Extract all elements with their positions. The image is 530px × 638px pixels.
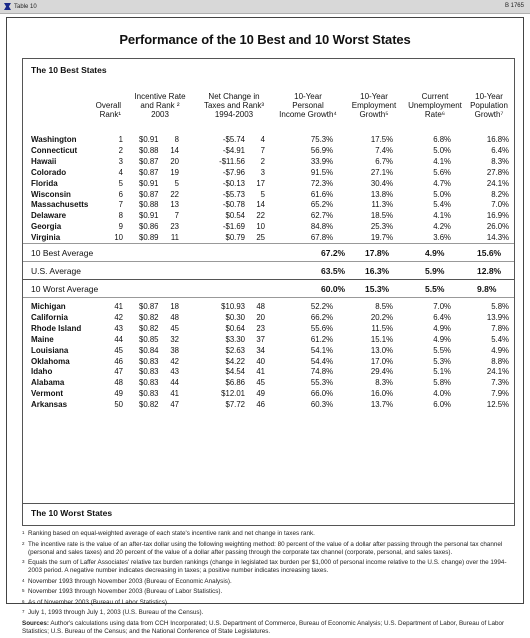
sources-note: Sources: Author's calculations using data from CCH Incorporated; U.S. Department of Commerce, Bureau of Economic Analysis; U.S. Department of Labor, Bureau of Labor Statistics; U.S. Bureau of the Census; and the National Conference of State Legislatures. — [22, 619, 505, 635]
incentive-rate: $0.86 — [139, 222, 159, 232]
income-growth: 65.2% — [310, 200, 333, 210]
footnote-number: 1 — [22, 530, 25, 535]
footnote-text: Ranking based on equal-weighted average of each state's incentive rank and net change in taxes rank. — [28, 530, 315, 537]
tax-change: -$7.96 — [222, 167, 245, 177]
table-row — [31, 222, 509, 232]
overall-rank: 10 — [114, 233, 123, 243]
incentive-rate: $0.82 — [139, 312, 159, 322]
income-growth: 84.8% — [310, 222, 333, 232]
unemployment-rate: 4.2% — [433, 222, 451, 232]
unemployment-rate: 5.0% — [433, 189, 451, 199]
tax-rank: 25 — [256, 233, 265, 243]
footnote-text: Equals the sum of Laffer Associates' relative tax burden rankings (change in legislated tax burden per $1,000 of personal income relative to the U.S. change) over the 1994-2003 period. A negative number indicates decreasing in taxes; a positive number indicates increasing taxes. — [28, 559, 507, 574]
footnote — [22, 541, 515, 557]
tax-change: $0.30 — [225, 312, 245, 322]
employment-growth: 11.3% — [371, 200, 393, 210]
unemployment-rate: 5.5% — [433, 345, 451, 355]
income-growth: 33.9% — [310, 156, 333, 166]
table-row — [31, 400, 509, 410]
tax-rank: 14 — [256, 200, 265, 210]
tax-rank: 20 — [256, 312, 265, 322]
header-tax-change: Net Change in Taxes and Rank³ 1994-2003 — [203, 92, 265, 119]
overall-rank: 43 — [114, 323, 123, 333]
overall-rank: 48 — [114, 378, 123, 388]
income-growth: 54.4% — [310, 356, 333, 366]
income-growth: 61.6% — [310, 189, 333, 199]
state-name: Vermont — [31, 389, 64, 399]
footnote — [22, 609, 515, 617]
incentive-rate: $0.91 — [139, 211, 159, 221]
overall-rank: 4 — [118, 167, 123, 177]
tax-change: $2.63 — [225, 345, 245, 355]
overall-rank: 45 — [114, 345, 123, 355]
incentive-rate: $0.85 — [139, 334, 159, 344]
employment-growth: 16.0% — [370, 389, 393, 399]
state-name: Wisconsin — [31, 189, 71, 199]
state-name: Rhode Island — [31, 323, 82, 333]
incentive-rate: $0.83 — [139, 356, 159, 366]
divider — [23, 261, 514, 262]
tax-rank: 23 — [256, 323, 265, 333]
footnote-text: July 1, 1993 through July 1, 2003 (U.S. Bureau of the Census). — [28, 609, 204, 616]
overall-rank: 49 — [114, 389, 123, 399]
income-growth: 55.6% — [310, 323, 333, 333]
employment-growth: 7.4% — [375, 145, 393, 155]
population-growth: 7.9% — [491, 389, 509, 399]
incentive-rank: 8 — [174, 135, 179, 144]
document-icon — [4, 3, 11, 10]
unemployment-rate: 4.9% — [433, 323, 451, 333]
population-growth: 8.2% — [491, 189, 509, 199]
tax-rank: 45 — [256, 378, 265, 388]
overall-rank: 9 — [118, 222, 123, 232]
employment-growth: 8.3% — [375, 378, 393, 388]
tax-rank: 22 — [256, 211, 265, 221]
population-growth: 26.0% — [486, 222, 509, 232]
footnote-number: 2 — [22, 540, 25, 546]
divider — [23, 297, 514, 298]
income-growth: 56.9% — [310, 145, 333, 155]
divider — [23, 279, 514, 280]
tax-change: $4.54 — [225, 367, 245, 377]
tax-change: $0.79 — [225, 233, 245, 243]
tax-rank: 17 — [256, 178, 265, 188]
state-name: Connecticut — [31, 145, 78, 155]
income-growth: 60.3% — [310, 400, 333, 410]
overall-rank: 46 — [114, 356, 123, 366]
employment-growth: 6.7% — [375, 156, 393, 166]
tax-rank: 34 — [256, 345, 265, 355]
footnote-number: 4 — [22, 577, 25, 583]
income-growth: 62.7% — [310, 211, 333, 221]
table-row — [31, 168, 509, 178]
population-growth: 24.1% — [486, 367, 509, 377]
state-name: Oklahoma — [31, 356, 70, 366]
overall-rank: 50 — [114, 400, 123, 410]
incentive-rate: $0.83 — [139, 367, 159, 377]
tax-change: -$5.73 — [222, 189, 245, 199]
table-row — [31, 190, 509, 200]
state-name: Michigan — [31, 302, 66, 311]
footnote — [22, 559, 515, 575]
page-title: Performance of the 10 Best and 10 Worst States — [119, 32, 411, 47]
income-growth: 91.5% — [310, 167, 333, 177]
table-row — [31, 211, 509, 221]
best-section-title: The 10 Best States — [31, 65, 107, 75]
overall-rank: 2 — [118, 145, 123, 155]
table-row — [31, 378, 509, 388]
incentive-rank: 44 — [170, 378, 179, 388]
header-incentive: Incentive Rate and Rank ² 2003 — [134, 92, 186, 119]
table-row — [31, 313, 509, 323]
window-id: B 1765 — [504, 3, 524, 9]
state-name: Florida — [31, 178, 58, 188]
employment-growth: 13.8% — [370, 189, 393, 199]
state-name: Maine — [31, 334, 54, 344]
divider — [23, 243, 514, 244]
employment-growth: 15.1% — [370, 334, 393, 344]
income-growth: 66.0% — [310, 389, 333, 399]
table-row — [31, 200, 509, 210]
footnote-number: 3 — [22, 559, 25, 564]
states-table: The 10 Best States Overall Rank¹ Incentive Rate and Rank ² 2003 Net Change in Taxes and Rank³ 1994-2003 10-Year Personal Income Growth⁴ 10-Year Employment Growth⁵ Current Unemployment Rate⁶ 10-Year Population Growth⁷ Washington 1 $0.91 8 -$5.74 4 75.3% 17.5% 6.8% 16.8% Connecticut 2 $0.88 14 -$4.91 7 56.9% 7.4% 5.0% 6.4% Hawaii 3 $0.87 20 -$11.56 2 33.9% 6.7% 4.1% 8.3% Colorado 4 $0.87 19 -$7.96 3 91.5% 27.1% 5.6% 27.8% Florida 5 $0.91 5 -$0.13 17 72.3% 30.4% 4.7% 24.1% Wisconsin 6 $0.87 22 -$5.73 5 61.6% 13.8% 5.0% 8.2% Massachusetts 7 $0.88 13 -$0.78 14 65.2% 11.3% 5.4% 7.0% Delaware 8 $0.91 7 $0.54 22 62.7% 18.5% 4.1% 16.9% Georgia 9 $0.86 23 -$1.69 10 84.8% 25.3% 4.2% 26.0% Virginia 10 $0.89 11 $0.79 25 67.8% 19.7% 3.6% 14.3% 10 Best Average 67.2% 17.8% 4.9% 15.6% U.S. Average 63.5% 16.3% 5.9% 12.8% 10 Worst Average 60.0% 15.3% 5.5% 9.8% Michigan 41 $0.87 18 $10.93 48 52.2% 8.5% 7.0% 5.8% California 42 $0.82 48 $0.30 20 66.2% 20.2% 6.4% 13.9% Rhode Island 43 $0.82 45 $0.64 23 55.6% 11.5% 4.9% 7.8% Maine 44 $0.85 32 $3.30 37 61.2% 15.1% 4.9% 5.4% Louisiana 45 $0.84 38 $2.63 34 54.1% 13.0% 5.5% 4.9% Oklahoma 46 $0.83 42 $4.22 40 54.4% 17.0% 5.3% 8.8% Idaho 47 $0.83 43 $4.54 41 74.8% 29.4% 5.1% 24.1% Alabama 48 $0.83 44 $6.86 45 55.3% 8.3% 5.8% 7.3% Vermont 49 $0.83 41 $12.01 49 66.0% 16.0% 4.0% 7.9% Arkansas 50 $0.82 47 $7.72 46 60.3% 13.7% 6.0% 12.5% The 10 Worst States — [22, 58, 515, 526]
unemployment-rate: 3.6% — [433, 233, 451, 243]
population-growth: 7.3% — [491, 378, 509, 388]
overall-rank: 5 — [118, 178, 123, 188]
incentive-rank: 19 — [170, 167, 179, 177]
footnotes — [22, 530, 515, 638]
employment-growth: 13.7% — [370, 400, 393, 410]
header-income: 10-Year Personal Income Growth⁴ — [279, 92, 337, 119]
population-growth: 16.9% — [486, 211, 509, 221]
unemployment-rate: 5.4% — [433, 200, 451, 210]
state-name: Idaho — [31, 367, 53, 377]
incentive-rate: $0.82 — [139, 323, 159, 333]
income-growth: 52.2% — [310, 302, 333, 311]
state-name: Colorado — [31, 167, 67, 177]
tax-rank: 7 — [260, 145, 265, 155]
footnote-number: 5 — [22, 588, 25, 593]
header-unemployment: Current Unemployment Rate⁶ — [408, 92, 462, 119]
worst-section-title: The 10 Worst States — [31, 508, 113, 518]
document-frame — [6, 17, 524, 635]
incentive-rank: 18 — [170, 302, 179, 311]
overall-rank: 7 — [118, 200, 123, 210]
income-growth: 67.8% — [310, 233, 333, 243]
tax-rank: 10 — [256, 222, 265, 232]
header-population: 10-Year Population Growth⁷ — [470, 92, 508, 119]
unemployment-rate: 5.8% — [433, 378, 451, 388]
tax-change: -$1.69 — [222, 222, 245, 232]
unemployment-rate: 5.0% — [433, 145, 451, 155]
tax-change: $7.72 — [225, 400, 245, 410]
overall-rank: 47 — [114, 367, 123, 377]
employment-growth: 17.5% — [370, 135, 393, 144]
population-growth: 5.8% — [491, 302, 509, 311]
footnote — [22, 530, 515, 538]
income-growth: 72.3% — [310, 178, 333, 188]
tax-rank: 40 — [256, 356, 265, 366]
unemployment-rate: 4.1% — [433, 156, 451, 166]
table-row — [31, 389, 509, 399]
tax-rank: 3 — [260, 167, 265, 177]
overall-rank: 1 — [118, 135, 123, 144]
table-row — [31, 335, 509, 345]
employment-growth: 13.0% — [370, 345, 393, 355]
tax-change: $0.54 — [225, 211, 245, 221]
unemployment-rate: 5.1% — [433, 367, 451, 377]
unemployment-rate: 7.0% — [433, 302, 451, 311]
incentive-rate: $0.91 — [139, 135, 159, 144]
tax-rank: 46 — [256, 400, 265, 410]
state-name: Georgia — [31, 222, 62, 232]
window-titlebar — [0, 0, 530, 14]
tax-change: -$4.91 — [222, 145, 245, 155]
incentive-rate: $0.87 — [139, 156, 159, 166]
unemployment-rate: 4.1% — [433, 211, 451, 221]
tax-change: $6.86 — [225, 378, 245, 388]
unemployment-rate: 4.9% — [433, 334, 451, 344]
table-row — [31, 179, 509, 189]
population-growth: 27.8% — [486, 167, 509, 177]
incentive-rank: 47 — [170, 400, 179, 410]
incentive-rank: 5 — [174, 178, 179, 188]
incentive-rank: 32 — [170, 334, 179, 344]
employment-growth: 27.1% — [370, 167, 393, 177]
overall-rank: 44 — [114, 334, 123, 344]
unemployment-rate: 6.4% — [433, 312, 451, 322]
employment-growth: 11.5% — [371, 323, 393, 333]
tax-change: $10.93 — [221, 302, 245, 311]
overall-rank: 3 — [118, 156, 123, 166]
tax-change: -$5.74 — [222, 135, 245, 144]
tax-change: $4.22 — [225, 356, 245, 366]
incentive-rate: $0.87 — [139, 167, 159, 177]
incentive-rate: $0.84 — [139, 345, 159, 355]
state-name: Virginia — [31, 233, 61, 243]
footnote-text: As of November 2003 (Bureau of Labor Statistics). — [28, 598, 169, 606]
incentive-rate: $0.91 — [139, 178, 159, 188]
incentive-rate: $0.88 — [139, 145, 159, 155]
tax-change: -$0.78 — [222, 200, 245, 210]
table-row — [31, 135, 509, 145]
tax-change: $3.30 — [225, 334, 245, 344]
employment-growth: 8.5% — [375, 302, 393, 311]
employment-growth: 25.3% — [370, 222, 393, 232]
incentive-rate: $0.89 — [139, 233, 159, 243]
population-growth: 8.3% — [491, 156, 509, 166]
income-growth: 55.3% — [310, 378, 333, 388]
tax-rank: 2 — [260, 156, 265, 166]
income-growth: 54.1% — [310, 345, 333, 355]
table-row — [31, 302, 509, 312]
income-growth: 74.8% — [310, 367, 333, 377]
employment-growth: 18.5% — [370, 211, 393, 221]
footnote-number: 6 — [22, 598, 25, 604]
state-name: Delaware — [31, 211, 67, 221]
table-row — [31, 157, 509, 167]
income-growth: 66.2% — [310, 312, 333, 322]
footnote — [22, 578, 515, 586]
tax-change: $0.64 — [225, 323, 245, 333]
tax-change: -$11.56 — [219, 156, 245, 166]
employment-growth: 19.7% — [370, 233, 393, 243]
tax-rank: 37 — [256, 334, 265, 344]
footnote-text: The incentive rate is the value of an after-tax dollar using the following weighting method: 80 percent of the value of a dollar after passing through the personal tax channel (personal and sales taxes) and 20 percent of the value of a dollar after passing through the corporate tax channel (corporate, personal, and sales taxes). — [28, 540, 503, 556]
incentive-rank: 42 — [170, 356, 179, 366]
incentive-rank: 45 — [170, 323, 179, 333]
employment-growth: 20.2% — [370, 312, 393, 322]
tax-rank: 49 — [256, 389, 265, 399]
population-growth: 6.4% — [491, 145, 509, 155]
incentive-rank: 41 — [170, 389, 179, 399]
incentive-rate: $0.87 — [139, 302, 159, 311]
overall-rank: 6 — [118, 189, 123, 199]
tax-rank: 48 — [256, 302, 265, 311]
state-name: Arkansas — [31, 400, 68, 410]
header-rank: Overall Rank¹ — [95, 101, 121, 119]
unemployment-rate: 4.0% — [433, 389, 451, 399]
income-growth: 75.3% — [310, 135, 333, 144]
table-row — [31, 324, 509, 334]
incentive-rank: 7 — [174, 211, 179, 221]
window-title: Table 10 — [14, 3, 37, 10]
table-row — [31, 146, 509, 156]
incentive-rank: 11 — [170, 233, 179, 243]
header-employment: 10-Year Employment Growth⁵ — [351, 92, 397, 119]
incentive-rate: $0.83 — [139, 378, 159, 388]
overall-rank: 42 — [114, 312, 123, 322]
footnote — [22, 599, 515, 607]
divider — [23, 503, 514, 504]
incentive-rate: $0.87 — [139, 189, 159, 199]
population-growth: 8.8% — [491, 356, 509, 366]
unemployment-rate: 6.8% — [433, 135, 451, 144]
unemployment-rate: 6.0% — [433, 400, 451, 410]
tax-rank: 4 — [260, 135, 265, 144]
incentive-rank: 22 — [170, 189, 179, 199]
incentive-rank: 43 — [170, 367, 179, 377]
unemployment-rate: 5.3% — [433, 356, 451, 366]
state-name: Washington — [31, 135, 77, 144]
tax-change: $12.01 — [221, 389, 245, 399]
population-growth: 12.5% — [486, 400, 509, 410]
population-growth: 4.9% — [491, 345, 509, 355]
table-row — [31, 233, 509, 243]
footnote — [22, 588, 515, 596]
footnote-number: 7 — [22, 609, 25, 614]
employment-growth: 30.4% — [370, 178, 393, 188]
incentive-rate: $0.88 — [139, 200, 159, 210]
state-name: Alabama — [31, 378, 65, 388]
state-name: Hawaii — [31, 156, 57, 166]
incentive-rank: 20 — [170, 156, 179, 166]
tax-rank: 41 — [256, 367, 265, 377]
table-row — [31, 367, 509, 377]
footnote-text: November 1993 through November 2003 (Bureau of Labor Statistics). — [28, 588, 223, 595]
incentive-rank: 38 — [170, 345, 179, 355]
income-growth: 61.2% — [310, 334, 333, 344]
incentive-rank: 23 — [170, 222, 179, 232]
table-row — [31, 357, 509, 367]
incentive-rank: 48 — [170, 312, 179, 322]
population-growth: 5.4% — [491, 334, 509, 344]
table-row — [31, 346, 509, 356]
overall-rank: 8 — [118, 211, 123, 221]
population-growth: 7.8% — [491, 323, 509, 333]
incentive-rank: 14 — [170, 145, 179, 155]
employment-growth: 29.4% — [370, 367, 393, 377]
tax-rank: 5 — [260, 189, 265, 199]
state-name: Massachusetts — [31, 200, 89, 210]
tax-change: -$0.13 — [222, 178, 245, 188]
state-name: Louisiana — [31, 345, 69, 355]
incentive-rate: $0.83 — [139, 389, 159, 399]
incentive-rank: 13 — [170, 200, 179, 210]
unemployment-rate: 5.6% — [433, 167, 451, 177]
state-name: California — [31, 312, 68, 322]
population-growth: 14.3% — [486, 233, 509, 243]
employment-growth: 17.0% — [370, 356, 393, 366]
population-growth: 24.1% — [486, 178, 509, 188]
population-growth: 7.0% — [491, 200, 509, 210]
overall-rank: 41 — [114, 302, 123, 311]
population-growth: 13.9% — [486, 312, 509, 322]
unemployment-rate: 4.7% — [433, 178, 451, 188]
footnote-text: November 1993 through November 2003 (Bureau of Economic Analysis). — [28, 577, 232, 585]
population-growth: 16.8% — [486, 135, 509, 144]
incentive-rate: $0.82 — [139, 400, 159, 410]
